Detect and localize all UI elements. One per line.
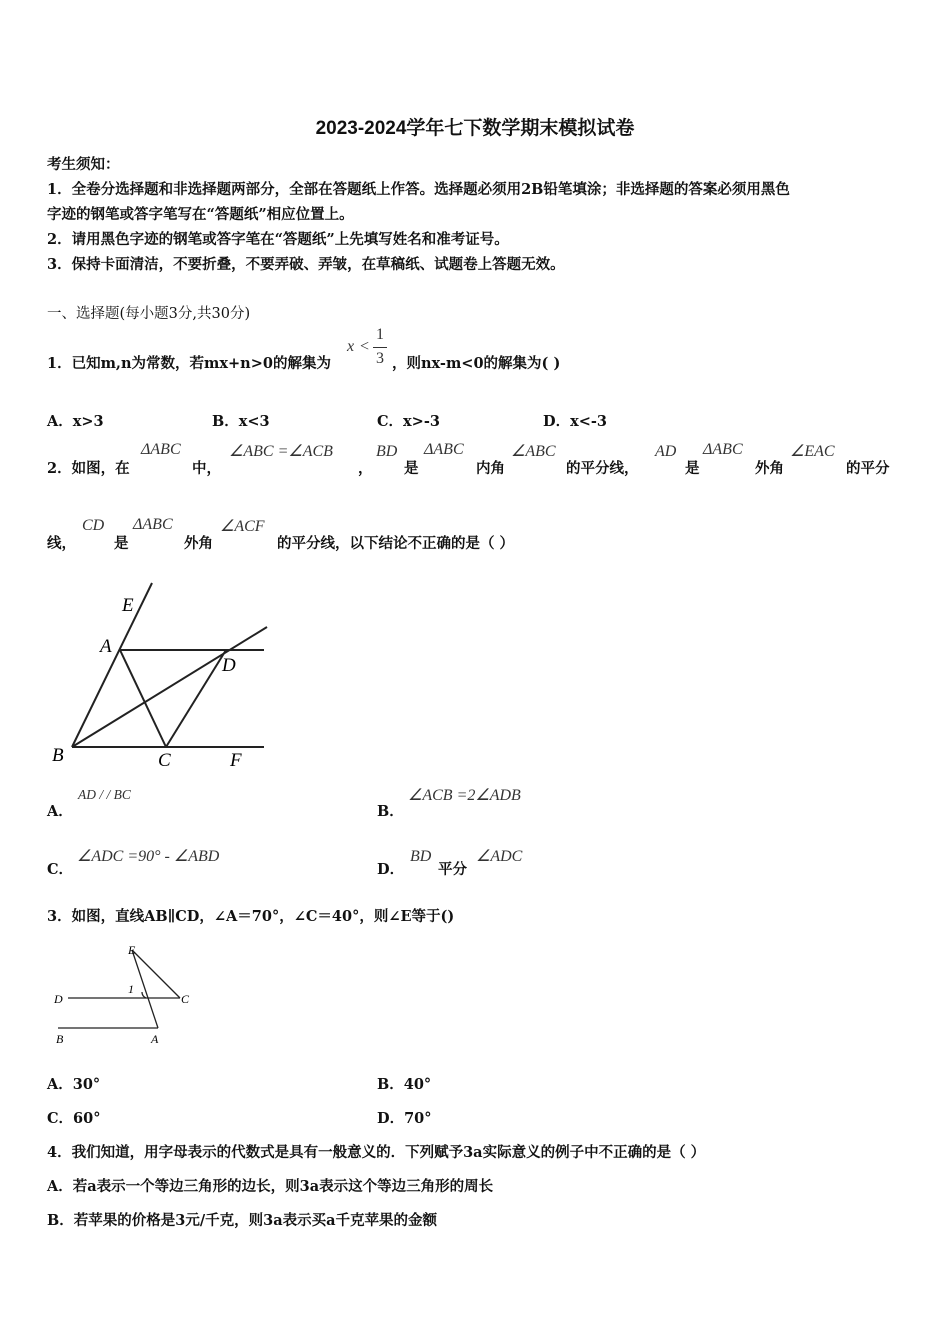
q2-text-3: ， (358, 460, 373, 477)
section-heading: 一、选择题(每小题3分,共30分) (47, 306, 251, 322)
notice-line-1a: 1．全卷分选择题和非选择题两部分，全部在答题纸上作答。选择题必须用2B铅笔填涂；非选择题的答案必须用黑色 (47, 181, 790, 198)
q3-option-b[interactable]: B．40° (377, 1076, 432, 1093)
q1-frac-den: 3 (376, 350, 384, 367)
q3-stem: 3．如图，直线AB∥CD，∠A＝70°，∠C＝40°，则∠E等于() (47, 908, 455, 925)
q2-option-c-label[interactable]: C． (47, 861, 74, 878)
q4-option-b[interactable]: B．若苹果的价格是3元/千克，则3a表示买a千克苹果的金额 (47, 1212, 438, 1229)
q4-option-a[interactable]: A．若a表示一个等边三角形的边长，则3a表示这个等边三角形的周长 (47, 1178, 494, 1195)
q2-label-e: E (122, 595, 134, 616)
q2-math-acf: ∠ACF (220, 518, 265, 535)
q2-line2-text-2: 是 (114, 535, 129, 552)
q3-figure (50, 940, 200, 1050)
q1-option-c[interactable]: C．x>-3 (377, 413, 440, 430)
q2-label-a: A (100, 636, 112, 657)
q1-option-d[interactable]: D．x<-3 (543, 413, 607, 430)
q3-label-c: C (181, 992, 190, 1006)
q2-option-a-math: AD / / BC (78, 787, 131, 802)
q3-option-d[interactable]: D．70° (377, 1110, 432, 1127)
q2-label-d: D (222, 655, 236, 676)
q1-option-b[interactable]: B．x<3 (212, 413, 270, 430)
q3-label-a: A (151, 1032, 159, 1046)
q2-text-8: 外角 (755, 460, 784, 477)
q3-option-c[interactable]: C．60° (47, 1110, 101, 1127)
notice-line-1b: 字迹的钢笔或答字笔写在“答题纸”相应位置上。 (47, 206, 354, 223)
q2-math-abc-3: ΔABC (703, 441, 743, 458)
q2-text-9: 的平分 (846, 460, 890, 477)
q2-option-b-label[interactable]: B． (377, 803, 404, 820)
q1-frac-bar (373, 347, 387, 348)
q3-label-d: D (54, 992, 63, 1006)
q1-option-a[interactable]: A．x>3 (47, 413, 104, 430)
q4-stem: 4．我们知道，用字母表示的代数式是具有一般意义的．下列赋予3a实际意义的例子中不正确的是（ ） (47, 1144, 706, 1161)
q2-option-d-math-bd: BD (410, 848, 432, 865)
q1-frac-num: 1 (376, 326, 384, 343)
q2-line2-text-3: 外角 (184, 535, 213, 552)
q2-math-cd: CD (82, 517, 105, 534)
q2-option-a-label[interactable]: A． (47, 803, 73, 820)
q2-option-d-math-adc: ∠ADC (476, 848, 523, 865)
q2-label-b: B (52, 745, 64, 766)
q3-label-1: 1 (128, 982, 134, 996)
q2-math-abc-4: ΔABC (133, 516, 173, 533)
q2-label-f: F (230, 750, 242, 771)
q2-math-abc-2: ΔABC (424, 441, 464, 458)
notice-line-3: 3．保持卡面清洁，不要折叠，不要弄破、弄皱，在草稿纸、试题卷上答题无效。 (47, 256, 565, 273)
q2-text-2: 中， (192, 460, 221, 477)
q1-ineq-x: x (347, 338, 355, 355)
q2-label-c: C (158, 750, 171, 771)
page-title: 2023-2024学年七下数学期末模拟试卷 (315, 118, 635, 139)
q2-option-d-text: 平分 (438, 861, 467, 878)
q2-option-d-label[interactable]: D． (377, 861, 405, 878)
q2-figure (40, 575, 280, 775)
q2-text-4: 是 (404, 460, 419, 477)
q1-suffix: ，则nx-m<0的解集为( ) (392, 355, 561, 372)
q1-ineq-lt: < (359, 338, 370, 355)
q1-prefix: 1．已知m,n为常数，若mx+n>0的解集为 (47, 355, 331, 372)
q3-label-b: B (56, 1032, 64, 1046)
q2-math-eq: ∠ABC =∠ACB (229, 443, 333, 460)
q2-text-1: 2．如图，在 (47, 460, 130, 477)
q2-text-7: 是 (685, 460, 700, 477)
q2-line2-text-4: 的平分线，以下结论不正确的是（ ） (277, 535, 515, 552)
notice-heading: 考生须知： (47, 156, 120, 173)
q2-text-5: 内角 (476, 460, 505, 477)
q2-line2-text-1: 线， (47, 535, 76, 552)
q3-option-a[interactable]: A．30° (47, 1076, 101, 1093)
q2-option-c-math: ∠ADC =90° - ∠ABD (77, 848, 220, 865)
q2-text-6: 的平分线， (566, 460, 639, 477)
q3-label-e: E (128, 943, 136, 957)
q2-option-b-math: ∠ACB =2∠ADB (408, 787, 521, 804)
q2-math-abc-1: ΔABC (141, 441, 181, 458)
notice-line-2: 2．请用黑色字迹的钢笔或答字笔在“答题纸”上先填写姓名和准考证号。 (47, 231, 509, 248)
q2-math-ad: AD (655, 443, 677, 460)
q2-math-eac: ∠EAC (790, 443, 835, 460)
q2-math-bd: BD (376, 443, 398, 460)
q2-math-abc-angle: ∠ABC (511, 443, 556, 460)
